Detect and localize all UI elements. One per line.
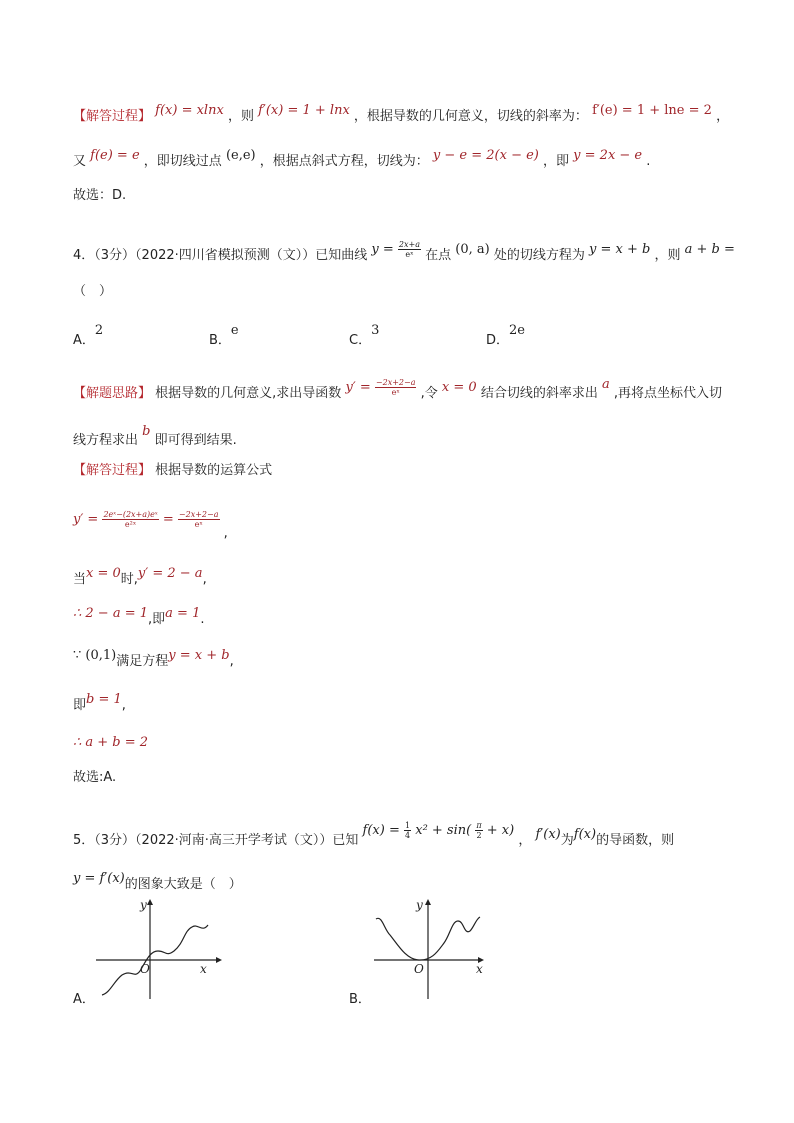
text: 的图象大致是（ ） <box>124 877 242 892</box>
math-x0: x = 0 <box>441 380 477 395</box>
text: ，即 <box>543 154 570 169</box>
math: f′(x) <box>535 827 561 842</box>
fraction <box>398 240 421 259</box>
idea-tag: 【解题思路】 <box>73 386 152 401</box>
q5-graph-a[interactable] <box>88 895 238 1005</box>
q5-head: 5．（3分）（2022·河南·高三开学考试（文））已知 <box>73 833 359 848</box>
math: ∴ 2 − a = 1 <box>73 606 149 621</box>
text: 为 <box>560 833 574 848</box>
text: ，根据点斜式方程，切线为： <box>259 154 429 169</box>
x-axis-label: x <box>200 962 207 976</box>
math: ∵ <box>73 648 82 663</box>
text: 又 <box>73 154 87 169</box>
q4-option-d[interactable] <box>486 323 525 348</box>
text: , <box>121 698 126 713</box>
math: a = 1 <box>165 606 201 621</box>
text: f(x) = <box>362 823 400 838</box>
option-label: A． <box>73 333 95 348</box>
math-fx: f(x) = xlnx <box>155 103 224 118</box>
math: y = x + b <box>168 648 230 663</box>
text: eˣ <box>194 520 203 529</box>
text: 根据导数的几何意义,求出导函数 <box>155 386 342 401</box>
math: b = 1 <box>86 692 122 707</box>
math: y′ = 2 − a <box>137 566 203 581</box>
q4-option-a[interactable] <box>73 323 104 348</box>
text: eˣ <box>391 388 400 397</box>
option-value: 2e <box>509 323 525 338</box>
q4-step3 <box>73 648 234 672</box>
math-fe: f(e) = e <box>90 148 140 163</box>
text: 结合切线的斜率求出 <box>480 386 598 401</box>
option-label: C． <box>349 333 372 348</box>
q5-stem <box>73 821 675 851</box>
math-line: y = x + b <box>589 242 651 257</box>
q5-graph-b[interactable] <box>368 895 518 1005</box>
math-fpx: f′(x) = 1 + lnx <box>258 103 350 118</box>
text: eˣ <box>405 250 414 259</box>
sol3-answer: 故选：D. <box>73 188 127 203</box>
q4-stem <box>73 240 735 266</box>
y-axis-arrow <box>147 899 153 905</box>
text: 满足方程 <box>116 654 169 669</box>
text: y = <box>371 242 394 257</box>
sol3-line1 <box>73 103 730 127</box>
fraction <box>475 821 482 840</box>
process-tag: 【解答过程】 <box>73 463 152 478</box>
math-fpe: f′(e) = 1 + lne = 2 <box>592 103 712 118</box>
q4-proc-line <box>73 461 272 481</box>
text: ,即 <box>148 612 166 627</box>
text: , <box>223 526 228 541</box>
text: 处的切线方程为 <box>493 248 585 263</box>
text: 1 <box>405 821 411 830</box>
math-ab: a + b = <box>684 242 735 257</box>
solution-tag: 【解答过程】 <box>73 109 152 124</box>
text: 即可得到结果. <box>154 433 237 448</box>
text: ,再将点坐标代入切 <box>613 386 723 401</box>
math-point: (0, a) <box>455 242 490 257</box>
text: ，则 <box>654 248 681 263</box>
text: ，根据导数的几何意义，切线的斜率为： <box>353 109 588 124</box>
text: 在点 <box>425 248 452 263</box>
math: (0,1) <box>85 648 117 663</box>
q4-step1 <box>73 566 207 590</box>
math: x = 0 <box>86 566 121 581</box>
math-fx <box>363 823 519 838</box>
text: e²ˣ <box>124 520 137 529</box>
q4-option-b[interactable] <box>209 323 239 348</box>
x-axis-arrow <box>216 957 222 963</box>
text: 根据导数的运算公式 <box>155 463 273 478</box>
math-b: b <box>142 424 151 439</box>
text: 2eˣ−(2x+a)eˣ <box>103 510 158 519</box>
text: , <box>229 654 234 669</box>
q5-option-b[interactable]: B． <box>349 992 371 1007</box>
origin-label: O <box>414 962 424 976</box>
q4-paren: （ ） <box>73 284 113 299</box>
text: x² + sin( <box>415 823 472 838</box>
q4-step4 <box>73 692 126 716</box>
math-derivative <box>345 380 420 395</box>
text: 2 <box>476 831 482 840</box>
option-value: e <box>230 323 239 338</box>
fraction <box>375 378 417 397</box>
math: y = f′(x) <box>73 871 125 886</box>
fraction <box>178 510 220 529</box>
text: , <box>202 572 207 587</box>
math-curve <box>371 242 425 257</box>
text: ， <box>518 833 532 848</box>
q4-idea-line2 <box>73 424 237 451</box>
text: 时, <box>120 572 138 587</box>
text: + x) <box>486 823 515 838</box>
math-a: a <box>601 377 610 392</box>
text: −2x+2−a <box>178 510 219 519</box>
x-axis-label: x <box>476 962 483 976</box>
q4-derivative-line <box>73 510 228 541</box>
text: −2x+2−a <box>375 378 416 387</box>
y-axis-label: y <box>416 898 423 912</box>
q4-answer: 故选:A. <box>73 770 117 785</box>
math-eq1: y − e = 2(x − e) <box>432 148 539 163</box>
option-label: B． <box>209 333 231 348</box>
q4-step5 <box>73 733 148 753</box>
q4-option-c[interactable] <box>349 323 380 348</box>
text: 2x+a <box>398 240 420 249</box>
text: 4 <box>405 831 411 840</box>
option-label: D． <box>486 333 510 348</box>
fraction <box>404 821 411 840</box>
q4-head: 4．（3分）（2022·四川省模拟预测（文））已知曲线 <box>73 248 368 263</box>
origin-label: O <box>140 962 150 976</box>
q5-option-a[interactable]: A． <box>73 992 95 1007</box>
q4-idea-line1 <box>73 377 723 404</box>
sol3-line2 <box>73 148 651 172</box>
math-point: (e,e) <box>225 148 256 163</box>
option-value: 2 <box>94 323 104 338</box>
math-eq2: y = 2x − e <box>573 148 643 163</box>
option-value: 3 <box>371 323 380 338</box>
text: ,令 <box>420 386 438 401</box>
math: ∴ a + b = 2 <box>73 735 149 750</box>
text: y′ = <box>73 512 99 527</box>
q4-step2 <box>73 606 205 630</box>
text: . <box>646 154 651 169</box>
text: ， <box>716 109 730 124</box>
text: . <box>200 612 205 627</box>
math: f(x) <box>573 827 597 842</box>
text: ，则 <box>227 109 254 124</box>
text: 的导函数，则 <box>596 833 675 848</box>
text: y′ = <box>345 380 371 395</box>
text: 线方程求出 <box>73 433 139 448</box>
text: π <box>476 821 482 830</box>
text: 当 <box>73 572 87 587</box>
text: 即 <box>73 698 87 713</box>
fraction <box>102 510 158 529</box>
q5-stem-line2 <box>73 871 242 895</box>
text: ，即切线过点 <box>143 154 222 169</box>
y-axis-label: y <box>140 898 147 912</box>
y-axis-arrow <box>425 899 431 905</box>
text: = <box>162 512 174 527</box>
